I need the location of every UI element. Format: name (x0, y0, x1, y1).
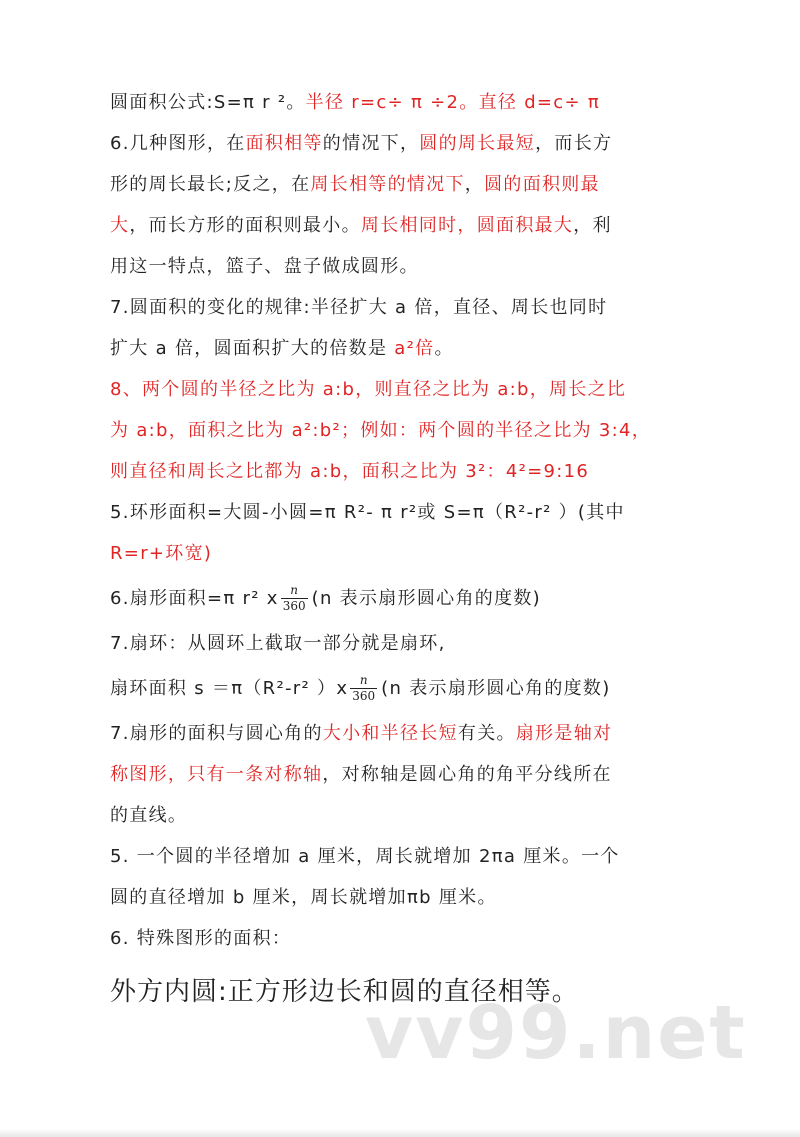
text-span: 扩大 a 倍，圆面积扩大的倍数是 (110, 338, 395, 359)
text-span: 7.扇环：从圆环上截取一部分就是扇环, (110, 633, 446, 654)
text-span: 的情况下， (322, 133, 420, 154)
highlight-span: a²倍 (394, 338, 435, 359)
highlight-span: 称图形，只有一条对称轴 (110, 764, 323, 785)
watermark-text: vv99.net (365, 990, 747, 1076)
text-line-1 (110, 82, 700, 123)
text-line-18 (110, 795, 700, 836)
text-line-13 (110, 574, 700, 623)
text-span: 扇环面积 s ＝π（R²-r² ）x (110, 678, 349, 699)
highlight-span: 大小和半径长短 (322, 723, 458, 744)
text-line-14 (110, 623, 700, 664)
text-span: ，利 (573, 215, 612, 236)
highlight-span: 则直径和周长之比都为 a:b，面积之比为 3²：4²=9:16 (110, 461, 590, 482)
text-span: ， (464, 174, 485, 195)
highlight-span: 8、两个圆的半径之比为 a:b，则直径之比为 a:b，周长之比 (110, 379, 627, 400)
text-line-10 (110, 451, 700, 492)
text-span: ，而长方 (535, 133, 613, 154)
text-span: 圆面积公式:S=π r ²。 (110, 92, 306, 113)
text-line-17 (110, 754, 700, 795)
fraction-denominator: 360 (282, 599, 306, 613)
text-span: ，而长方形的面积则最小。 (129, 215, 361, 236)
highlight-span: 圆的周长最短 (419, 133, 536, 154)
text-line-4 (110, 205, 700, 246)
text-line-3 (110, 164, 700, 205)
fraction-numerator: n (290, 583, 299, 597)
text-span: 形的周长最长;反之，在 (110, 174, 311, 195)
highlight-span: 半径 r=c÷ π ÷2。直径 d=c÷ π (305, 92, 601, 113)
text-span: 5. 一个圆的半径增加 a 厘米，周长就增加 2πa 厘米。一个 (110, 846, 620, 867)
text-line-11 (110, 492, 700, 533)
highlight-span: 大 (110, 215, 130, 236)
text-span: 外方内圆:正方形边长和圆的直径相等。 (110, 977, 579, 1007)
text-span: 6.几种图形，在 (110, 133, 246, 154)
text-line-16 (110, 713, 700, 754)
text-span: 。 (434, 338, 454, 359)
text-span: 的直线。 (110, 805, 188, 826)
highlight-span: R=r+环宽) (110, 543, 213, 564)
text-line-5 (110, 246, 700, 287)
page-content (110, 82, 700, 1017)
page-edge-shadow (0, 1129, 800, 1137)
highlight-span: 周长相等的情况下 (310, 174, 465, 195)
text-line-20 (110, 877, 700, 918)
highlight-span: 圆的面积则最 (484, 174, 600, 195)
text-span: 7.扇形的面积与圆心角的 (110, 723, 323, 744)
highlight-span: 周长相同时，圆面积最大 (360, 215, 574, 236)
text-span: (n 表示扇形圆心角的度数) (381, 678, 611, 699)
text-line-6 (110, 287, 700, 328)
text-span: ，对称轴是圆心角的角平分线所在 (322, 764, 612, 785)
text-span: 7.圆面积的变化的规律:半径扩大 a 倍，直径、周长也同时 (110, 297, 608, 318)
highlight-span: 为 a:b，面积之比为 a²:b²；例如：两个圆的半径之比为 3:4， (110, 420, 652, 441)
highlight-span: 扇形是轴对 (515, 723, 613, 744)
text-span: 用这一特点，篮子、盘子做成圆形。 (110, 256, 419, 277)
text-line-15 (110, 664, 700, 713)
text-line-9 (110, 410, 700, 451)
highlight-span: 面积相等 (245, 133, 323, 154)
text-span: 6. 特殊图形的面积： (110, 928, 292, 949)
fraction-n-over-360 (281, 583, 308, 614)
text-line-8 (110, 369, 700, 410)
text-span: 6.扇形面积=π r² x (110, 588, 279, 609)
text-span: (n 表示扇形圆心角的度数) (311, 588, 541, 609)
text-line-12 (110, 533, 700, 574)
text-line-21 (110, 918, 700, 959)
fraction-denominator: 360 (352, 689, 376, 703)
text-span: 圆的直径增加 b 厘米，周长就增加πb 厘米。 (110, 887, 497, 908)
text-line-2 (110, 123, 700, 164)
text-span: 有关。 (457, 723, 516, 744)
text-line-7 (110, 328, 700, 369)
fraction-n-over-360 (350, 673, 377, 704)
text-span: 5.环形面积=大圆-小圆=π R²- π r²或 S=π（R²-r² ）(其中 (110, 502, 625, 523)
fraction-numerator: n (359, 673, 368, 687)
text-line-19 (110, 836, 700, 877)
